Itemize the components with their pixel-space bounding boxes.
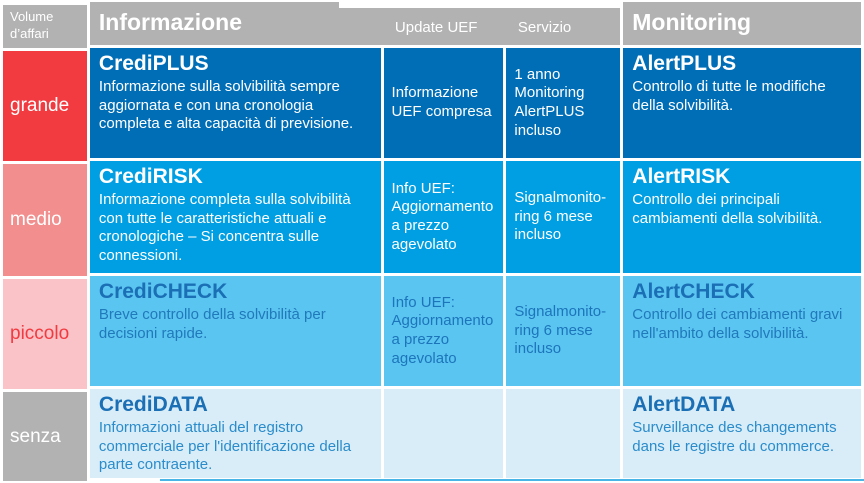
update-uef-cell [384, 161, 504, 273]
servizio-text: 1 anno Monitoring AlertPLUS incluso [514, 65, 585, 139]
header-cell-informazione-group [90, 2, 620, 45]
servizio-cell [506, 48, 620, 158]
product-cell [90, 389, 381, 478]
bottom-edge-line [160, 479, 864, 481]
product-cell [90, 276, 381, 386]
monitoring-cell [623, 161, 861, 273]
servizio-cell [506, 389, 620, 478]
monitoring-cell [623, 276, 861, 386]
header-label-informazione: Informazione [98, 9, 243, 35]
product-description: Informazione completa sulla solvibilità con tutte le caratteristiche attuali e cronologiche – Si concentra sulle connessioni. [98, 191, 351, 265]
servizio-cell [506, 276, 620, 386]
update-uef-cell [384, 389, 504, 478]
update-uef-cell [384, 48, 504, 158]
product-comparison-table [3, 2, 861, 481]
product-title: CrediPLUS [98, 52, 209, 75]
product-cell [90, 48, 381, 158]
product-title: CrediRISK [98, 165, 203, 188]
header-cell-monitoring: Monitoring [623, 2, 861, 45]
volume-cell: grande [3, 51, 87, 161]
update-uef-text: Info UEF: Aggiornamento a prezzo agevolato [391, 179, 494, 253]
product-description: Breve controllo della solvibilità per decisioni rapide. [98, 306, 326, 342]
alert-title: AlertPLUS [632, 52, 737, 75]
update-uef-text: Informazione UEF compresa [391, 84, 492, 120]
header-notch [339, 2, 621, 8]
header-label-servizio: Servizio [517, 19, 572, 37]
update-uef-text: Info UEF: Aggiornamento a prezzo agevolato [391, 293, 494, 367]
table-row-credidata [3, 389, 861, 478]
product-description: Informazione sulla solvibilità sempre aggiornata e con una cronologia completa e alta capacità di previsione. [98, 78, 354, 133]
alert-description: Surveillance des changements dans le registre du commerce. [632, 419, 837, 455]
volume-cell: piccolo [3, 279, 87, 389]
alert-description: Controllo dei cambiamenti gravi nell'ambito della solvibilità. [632, 306, 843, 342]
alert-title: AlertDATA [632, 393, 736, 416]
monitoring-cell [623, 48, 861, 158]
servizio-cell [506, 161, 620, 273]
update-uef-cell [384, 276, 504, 386]
header-row [3, 2, 861, 45]
monitoring-cell [623, 389, 861, 478]
alert-title: AlertCHECK [632, 280, 755, 303]
table-row-crediplus [3, 48, 861, 158]
servizio-text: Signalmonito-ring 6 mese incluso [514, 302, 607, 358]
product-title: CrediDATA [98, 393, 208, 416]
product-title: CrediCHECK [98, 280, 228, 303]
alert-description: Controllo di tutte le modifiche della solvibilità. [632, 78, 826, 114]
alert-description: Controllo dei principali cambiamenti della solvibilità. [632, 191, 823, 227]
table-row-credirisk [3, 161, 861, 273]
volume-cell: senza [3, 392, 87, 481]
product-cell [90, 161, 381, 273]
servizio-text: Signalmonito-ring 6 mese incluso [514, 188, 607, 244]
header-cell-volume: Volume d’affari [3, 5, 87, 48]
table-row-credicheck [3, 276, 861, 386]
header-label-update-uef: Update UEF [394, 19, 478, 37]
alert-title: AlertRISK [632, 165, 731, 188]
product-description: Informazioni attuali del registro commerciale per l'identificazione della parte contraente. [98, 419, 352, 474]
volume-cell: medio [3, 164, 87, 276]
